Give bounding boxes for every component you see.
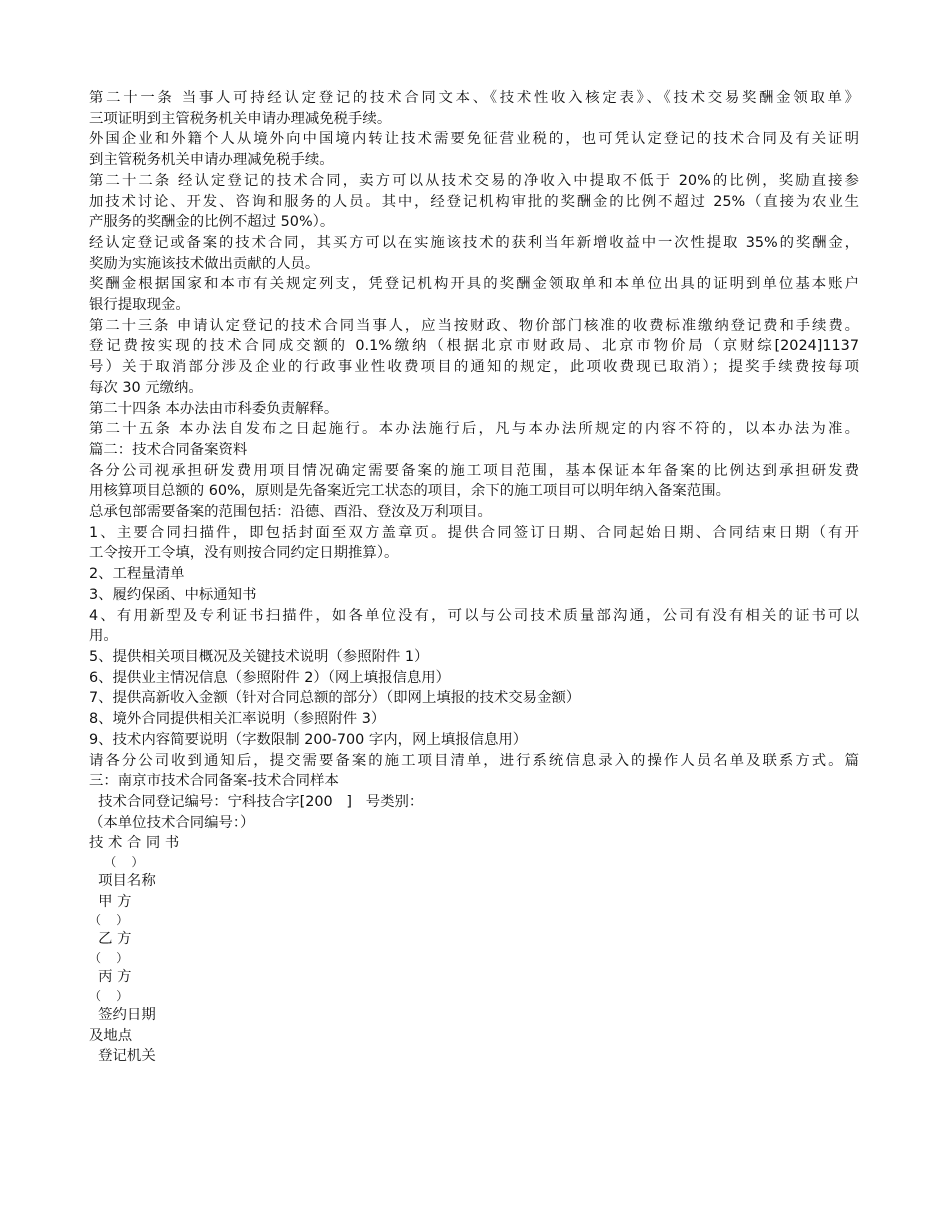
text-line: 登记机关: [89, 1048, 156, 1065]
text-line: 第二十三条 申请认定登记的技术合同当事人，应当按财政、物价部门核准的收费标准缴纳登记费和手续费。: [89, 317, 859, 334]
text-line: 经认定登记或备案的技术合同，其买方可以在实施该技术的获利当年新增收益中一次性提取 35%的奖酬金，: [89, 234, 859, 251]
text-line: 三：南京市技术合同备案-技术合同样本: [89, 773, 339, 790]
text-line: 8、境外合同提供相关汇率说明（参照附件 3）: [89, 711, 386, 728]
text-line: 技术合同登记编号：宁科技合字[200 ] 号类别：: [89, 793, 424, 810]
text-line: 1、主要合同扫描件，即包括封面至双方盖章页。提供合同签订日期、合同起始日期、合同结束日期（有开: [89, 524, 859, 541]
text-line: 项目名称: [89, 873, 156, 890]
text-line: 篇二：技术合同备案资料: [89, 441, 248, 458]
text-line: （ ）: [89, 951, 129, 966]
text-line: 加技术讨论、开发、咨询和服务的人员。其中，经登记机构审批的奖酬金的比例不超过 25%（直接为农业生: [89, 193, 859, 210]
text-line: 3、履约保函、中标通知书: [89, 586, 257, 603]
text-line: 9、技术内容简要说明（字数限制 200-700 字内，网上填报信息用）: [89, 731, 528, 748]
text-line: 登记费按实现的技术合同成交额的 0.1%缴纳（根据北京市财政局、北京市物价局（京财综[2024]1137: [89, 338, 859, 355]
text-line: 奖励为实施该技术做出贡献的人员。: [89, 255, 320, 272]
text-line: 三项证明到主管税务机关申请办理减免税手续。: [89, 110, 392, 127]
text-line: 产服务的奖酬金的比例不超过 50%）。: [89, 214, 335, 231]
text-line: （本单位技术合同编号：）: [89, 814, 255, 831]
text-line: 号）关于取消部分涉及企业的行政事业性收费项目的通知的规定，此项收费现已取消）；提奖手续费按每项: [89, 359, 859, 376]
text-line: 第二十五条 本办法自发布之日起施行。本办法施行后，凡与本办法所规定的内容不符的，以本办法为准。: [89, 421, 859, 438]
text-line: 7、提供高新收入金额（针对合同总额的部分）（即网上填报的技术交易金额）: [89, 690, 581, 707]
text-line: 签约日期: [89, 1006, 156, 1023]
text-line: 请各分公司收到通知后，提交需要备案的施工项目清单，进行系统信息录入的操作人员名单及联系方式。篇: [89, 752, 859, 769]
text-line: 及地点: [89, 1027, 133, 1044]
text-line: （ ）: [89, 988, 129, 1003]
text-line: 到主管税务机关申请办理减免税手续。: [89, 152, 334, 169]
text-line: 乙 方: [89, 931, 132, 948]
text-line: 4、有用新型及专利证书扫描件，如各单位没有，可以与公司技术质量部沟通，公司有没有相关的证书可以: [89, 607, 859, 624]
text-line: 甲 方: [89, 893, 132, 910]
text-line: 第二十一条 当事人可持经认定登记的技术合同文本、《技术性收入核定表》、《技术交易奖酬金领取单》: [89, 90, 859, 106]
text-line: 第二十二条 经认定登记的技术合同，卖方可以从技术交易的净收入中提取不低于 20%的比例，奖励直接参: [89, 172, 859, 189]
text-line: 工令按开工令填，没有则按合同约定日期推算）。: [89, 545, 399, 562]
text-line: 第二十四条 本办法由市科委负责解释。: [89, 400, 339, 417]
text-line: 用。: [89, 628, 118, 645]
text-line: 奖酬金根据国家和本市有关规定列支，凭登记机构开具的奖酬金领取单和本单位出具的证明到单位基本账户: [89, 276, 859, 293]
text-line: （ ）: [89, 855, 144, 870]
text-line: 外国企业和外籍个人从境外向中国境内转让技术需要免征营业税的，也可凭认定登记的技术合同及有关证明: [89, 131, 859, 148]
text-line: 丙 方: [89, 969, 132, 986]
text-line: 技 术 合 同 书: [89, 835, 180, 852]
text-line: 2、工程量清单: [89, 566, 185, 583]
text-line: 银行提取现金。: [89, 297, 190, 314]
text-line: （ ）: [89, 913, 129, 928]
text-line: 用核算项目总额的 60%，原则是先备案近完工状态的项目，余下的施工项目可以明年纳入备案范围。: [89, 483, 730, 500]
text-line: 6、提供业主情况信息（参照附件 2）（网上填报信息用）: [89, 669, 451, 686]
text-line: 每次 30 元缴纳。: [89, 379, 203, 396]
text-line: 5、提供相关项目概况及关键技术说明（参照附件 1）: [89, 648, 429, 665]
text-line: 总承包部需要备案的范围包括：沿德、酉沿、登汝及万利项目。: [89, 504, 492, 521]
document-body: [89, 88, 859, 1067]
text-line: 各分公司视承担研发费用项目情况确定需要备案的施工项目范围，基本保证本年备案的比例达到承担研发费: [89, 462, 859, 479]
